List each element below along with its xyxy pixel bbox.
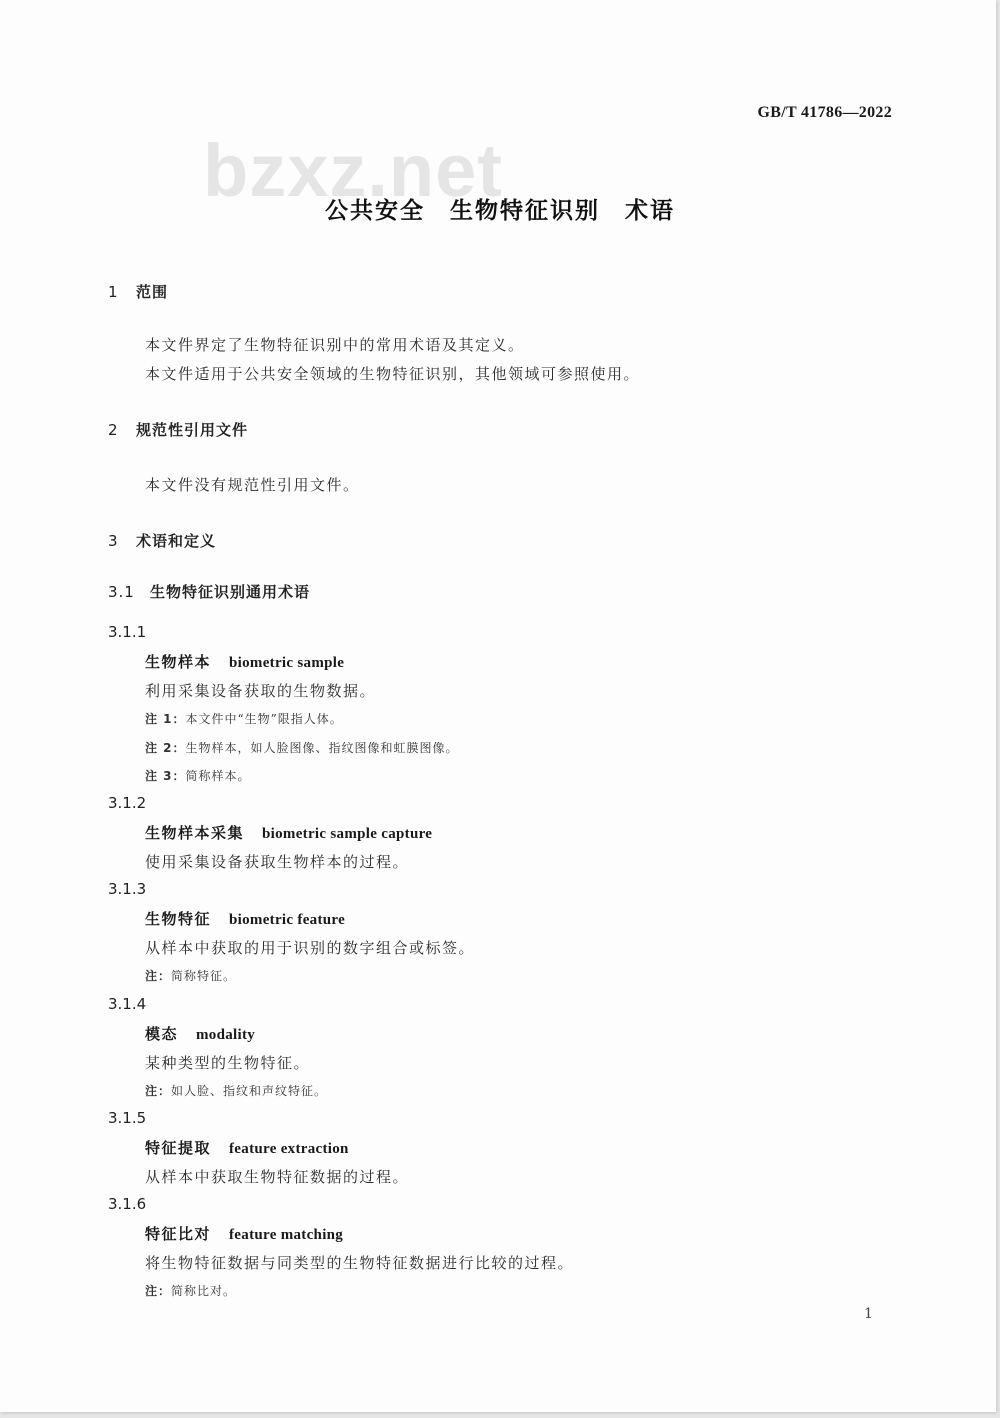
term-definition: 利用采集设备获取的生物数据。 bbox=[145, 682, 377, 700]
section-title: 生物特征识别通用术语 bbox=[150, 583, 311, 601]
term-heading bbox=[145, 1023, 255, 1044]
term-definition: 某种类型的生物特征。 bbox=[145, 1054, 311, 1072]
term-chinese: 模态 bbox=[145, 1025, 179, 1043]
section-number: 2 bbox=[108, 421, 119, 439]
note-label: 注 3： bbox=[145, 769, 186, 783]
document-code: GB/T 41786—2022 bbox=[757, 104, 892, 121]
note-text: 简称比对。 bbox=[171, 1284, 237, 1298]
scope-paragraph-2: 本文件适用于公共安全领域的生物特征识别，其他领域可参照使用。 bbox=[145, 365, 641, 383]
term-english: biometric feature bbox=[229, 912, 346, 928]
term-english: biometric sample capture bbox=[262, 826, 433, 842]
term-english: feature matching bbox=[229, 1227, 344, 1243]
term-note bbox=[145, 1082, 327, 1099]
term-definition: 从样本中获取生物特征数据的过程。 bbox=[145, 1168, 410, 1186]
term-heading bbox=[145, 1223, 343, 1244]
term-note bbox=[145, 767, 251, 784]
section-number: 1 bbox=[108, 283, 119, 301]
note-text: 简称样本。 bbox=[185, 769, 251, 783]
note-label: 注 1： bbox=[145, 712, 186, 726]
term-heading bbox=[145, 822, 432, 843]
term-number: 3.1.2 bbox=[108, 794, 147, 812]
page-number: 1 bbox=[864, 1306, 873, 1322]
term-chinese: 特征比对 bbox=[145, 1225, 212, 1243]
note-text: 本文件中“生物”限指人体。 bbox=[185, 712, 343, 726]
section-title: 范围 bbox=[136, 283, 169, 301]
section-3-heading bbox=[108, 530, 216, 551]
term-note bbox=[145, 739, 459, 756]
note-label: 注： bbox=[145, 1084, 172, 1098]
term-english: biometric sample bbox=[229, 655, 345, 671]
term-number: 3.1.5 bbox=[108, 1109, 147, 1127]
term-definition: 从样本中获取的用于识别的数字组合或标签。 bbox=[145, 939, 476, 957]
note-text: 生物样本，如人脸图像、指纹图像和虹膜图像。 bbox=[185, 741, 459, 755]
section-number: 3 bbox=[108, 532, 119, 550]
term-chinese: 生物样本采集 bbox=[145, 824, 245, 842]
term-note bbox=[145, 967, 236, 984]
term-number: 3.1.1 bbox=[108, 623, 147, 641]
watermark: bzxz.net bbox=[203, 129, 503, 212]
document-title: 公共安全 生物特征识别 术语 bbox=[325, 198, 675, 224]
term-heading bbox=[145, 651, 344, 672]
section-title: 规范性引用文件 bbox=[136, 421, 249, 439]
term-number: 3.1.6 bbox=[108, 1195, 147, 1213]
note-text: 如人脸、指纹和声纹特征。 bbox=[171, 1084, 328, 1098]
term-note bbox=[145, 1282, 236, 1299]
section-1-heading bbox=[108, 281, 168, 302]
term-chinese: 生物特征 bbox=[145, 910, 212, 928]
term-number: 3.1.4 bbox=[108, 995, 147, 1013]
section-number: 3.1 bbox=[108, 583, 135, 601]
normative-paragraph: 本文件没有规范性引用文件。 bbox=[145, 476, 360, 494]
section-3-1-heading bbox=[108, 581, 310, 602]
term-note bbox=[145, 710, 343, 727]
note-label: 注： bbox=[145, 1284, 172, 1298]
section-title: 术语和定义 bbox=[136, 532, 217, 550]
note-text: 简称特征。 bbox=[171, 969, 237, 983]
scope-paragraph-1: 本文件界定了生物特征识别中的常用术语及其定义。 bbox=[145, 336, 525, 354]
term-heading bbox=[145, 908, 345, 929]
section-2-heading bbox=[108, 419, 248, 440]
term-definition: 将生物特征数据与同类型的生物特征数据进行比较的过程。 bbox=[145, 1254, 575, 1272]
term-chinese: 特征提取 bbox=[145, 1139, 212, 1157]
term-definition: 使用采集设备获取生物样本的过程。 bbox=[145, 853, 410, 871]
note-label: 注 2： bbox=[145, 741, 186, 755]
term-number: 3.1.3 bbox=[108, 880, 147, 898]
term-heading bbox=[145, 1137, 349, 1158]
term-english: modality bbox=[196, 1027, 256, 1043]
term-english: feature extraction bbox=[229, 1141, 349, 1157]
note-label: 注： bbox=[145, 969, 172, 983]
term-chinese: 生物样本 bbox=[145, 653, 212, 671]
